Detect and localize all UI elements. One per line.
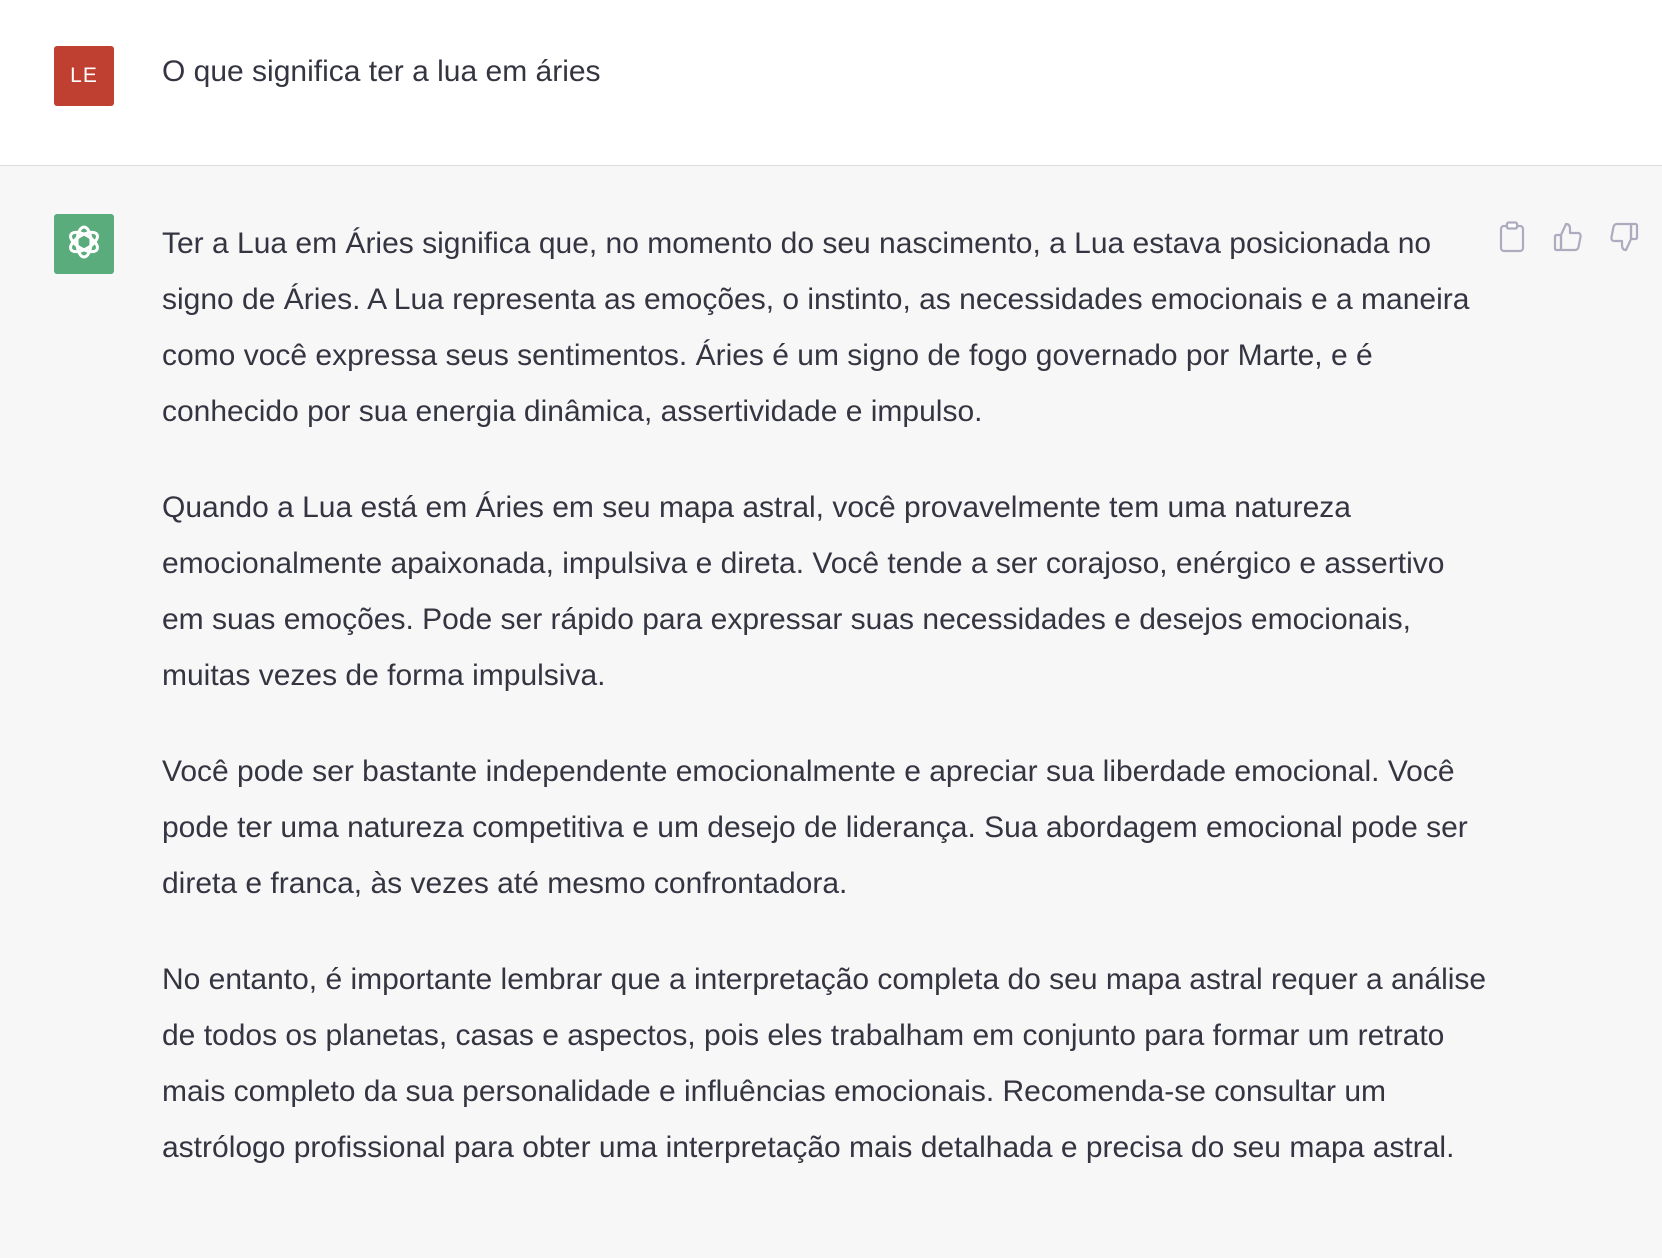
thumbs-up-button[interactable]: [1552, 222, 1584, 256]
answer-paragraph: Quando a Lua está em Áries em seu mapa astral, você provavelmente tem uma natureza emocionalmente apaixonada, impulsiva e direta. Você tende a ser corajoso, enérgico e assertivo em suas emoções. Pode ser rápido para expressar suas necessidades e desejos emocionais, muitas vezes de forma impulsiva.: [162, 491, 1445, 692]
assistant-answer: [162, 216, 1492, 1216]
answer-paragraph: Ter a Lua em Áries significa que, no momento do seu nascimento, a Lua estava posicionada no signo de Áries. A Lua representa as emoções, o instinto, as necessidades emocionais e a maneira como você expressa seus sentimentos. Áries é um signo de fogo governado por Marte, e é conhecido por sua energia dinâmica, assertividade e impulso.: [162, 227, 1470, 428]
assistant-avatar: [54, 214, 114, 274]
user-avatar: [54, 46, 114, 106]
message-actions: [1496, 222, 1640, 256]
user-message-text: O que significa ter a lua em áries: [162, 55, 601, 88]
answer-paragraph: Você pode ser bastante independente emocionalmente e apreciar sua liberdade emocional. Você pode ter uma natureza competitiva e um desejo de liderança. Sua abordagem emocional pode ser direta e franca, às vezes até mesmo confrontadora.: [162, 755, 1468, 900]
user-avatar-initials: LE: [70, 64, 98, 87]
answer-paragraph: No entanto, é importante lembrar que a interpretação completa do seu mapa astral requer a análise de todos os planetas, casas e aspectos, pois eles trabalham em conjunto para formar um retrato mais completo da sua personalidade e influências emocionais. Recomenda-se consultar um astrólogo profissional para obter uma interpretação mais detalhada e precisa do seu mapa astral.: [162, 963, 1487, 1164]
user-message: [0, 0, 1662, 166]
thumbs-down-button[interactable]: [1608, 222, 1640, 256]
copy-icon: [1499, 221, 1525, 258]
thumbs-down-icon: [1608, 221, 1640, 258]
thumbs-up-icon: [1552, 221, 1584, 258]
assistant-message: [0, 166, 1662, 1258]
copy-button[interactable]: [1496, 222, 1528, 256]
openai-logo-icon: [63, 221, 105, 268]
